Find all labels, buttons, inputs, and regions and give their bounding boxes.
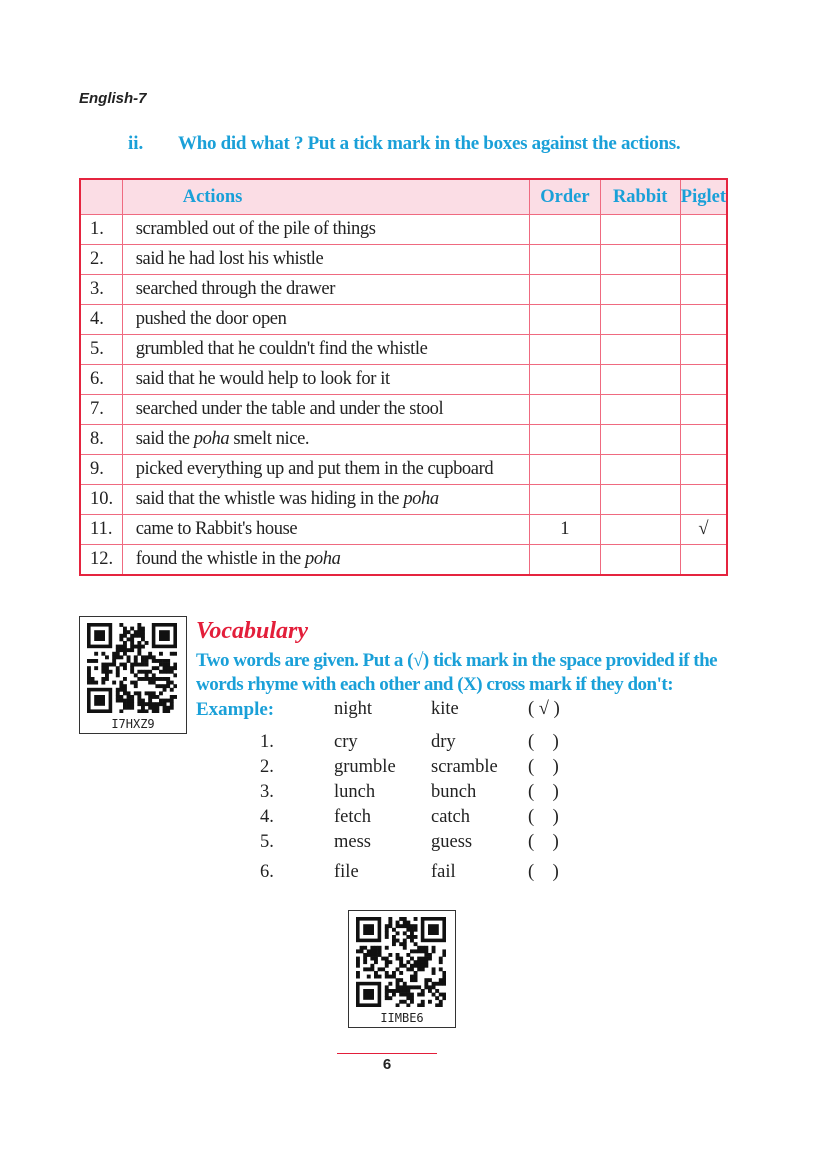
row-number: 10. xyxy=(80,485,122,515)
action-text: said that he would help to look for it xyxy=(135,369,390,389)
table-row xyxy=(80,335,727,365)
row-number: 9. xyxy=(80,455,122,485)
rabbit-cell[interactable] xyxy=(600,245,680,275)
row-number: 12. xyxy=(80,545,122,576)
action-text: grumbled that he couldn't find the whistle xyxy=(135,339,428,359)
vocabulary-instruction: Two words are given. Put a (√) tick mark in the space provided if the words rhyme with each other and (X) cross mark if they don't: xyxy=(196,650,718,695)
action-italic: poha xyxy=(403,489,439,509)
vocabulary-title: Vocabulary xyxy=(196,618,309,644)
order-cell[interactable] xyxy=(530,335,600,365)
qr-code-1[interactable] xyxy=(79,616,187,734)
rabbit-cell[interactable] xyxy=(600,305,680,335)
action-cell xyxy=(122,365,530,395)
vocab-item-n: 4. xyxy=(260,807,274,827)
question-text: Who did what ? Put a tick mark in the boxes against the actions. xyxy=(178,133,681,154)
action-cell xyxy=(122,305,530,335)
piglet-cell[interactable] xyxy=(680,425,727,455)
example-word-1: night xyxy=(334,699,373,719)
example-word-2: kite xyxy=(431,699,459,719)
row-number: 3. xyxy=(80,275,122,305)
order-cell[interactable] xyxy=(530,245,600,275)
action-text: pushed the door open xyxy=(135,309,287,329)
piglet-cell[interactable] xyxy=(680,305,727,335)
vocab-item-mark[interactable]: ( ) xyxy=(528,757,559,777)
order-cell[interactable] xyxy=(530,215,600,245)
rabbit-cell[interactable] xyxy=(600,365,680,395)
rabbit-cell[interactable] xyxy=(600,395,680,425)
vocab-item-n: 1. xyxy=(260,732,274,752)
vocab-item-n: 6. xyxy=(260,862,274,882)
piglet-cell[interactable] xyxy=(680,455,727,485)
row-number: 6. xyxy=(80,365,122,395)
vocab-item-n: 2. xyxy=(260,757,274,777)
vocab-item-w1: fetch xyxy=(334,807,371,827)
table-row xyxy=(80,425,727,455)
example-label: Example: xyxy=(196,699,275,720)
action-cell xyxy=(122,275,530,305)
row-number: 7. xyxy=(80,395,122,425)
actions-table xyxy=(79,178,728,576)
action-cell xyxy=(122,335,530,365)
vocab-item-w2: scramble xyxy=(431,757,498,777)
vocab-item-w2: guess xyxy=(431,832,473,852)
order-cell[interactable] xyxy=(530,395,600,425)
action-text: came to Rabbit's house xyxy=(135,519,298,539)
piglet-cell[interactable] xyxy=(680,545,727,576)
table-row xyxy=(80,305,727,335)
action-italic: poha xyxy=(193,429,230,449)
col-piglet: Piglet xyxy=(680,179,727,215)
table-row xyxy=(80,275,727,305)
order-cell[interactable] xyxy=(530,305,600,335)
action-text: searched through the drawer xyxy=(135,279,335,299)
action-cell xyxy=(122,245,530,275)
question-number: ii. xyxy=(128,133,144,154)
row-number: 1. xyxy=(80,215,122,245)
piglet-cell[interactable] xyxy=(680,335,727,365)
vocab-item-n: 5. xyxy=(260,832,274,852)
qr-code-2[interactable] xyxy=(348,910,456,1028)
rabbit-cell[interactable] xyxy=(600,455,680,485)
vocab-item-w2: dry xyxy=(431,732,456,752)
action-text: found the whistle in the xyxy=(135,549,306,569)
rabbit-cell[interactable] xyxy=(600,215,680,245)
action-cell xyxy=(122,425,530,455)
action-cell xyxy=(122,455,530,485)
action-cell xyxy=(122,515,530,545)
rabbit-cell[interactable] xyxy=(600,425,680,455)
col-order: Order xyxy=(530,179,600,215)
table-row xyxy=(80,545,727,576)
rabbit-cell[interactable] xyxy=(600,335,680,365)
table-row xyxy=(80,215,727,245)
qr-code-label: IIMBE6 xyxy=(380,1011,424,1025)
order-cell[interactable] xyxy=(530,455,600,485)
table-row xyxy=(80,485,727,515)
order-cell[interactable] xyxy=(530,545,600,576)
rabbit-cell[interactable] xyxy=(600,275,680,305)
piglet-cell[interactable] xyxy=(680,215,727,245)
piglet-cell[interactable] xyxy=(680,275,727,305)
rabbit-cell[interactable] xyxy=(600,515,680,545)
piglet-cell[interactable] xyxy=(680,365,727,395)
vocab-item-mark[interactable]: ( ) xyxy=(528,732,559,752)
vocab-item-mark[interactable]: ( ) xyxy=(528,862,559,882)
piglet-cell[interactable] xyxy=(680,395,727,425)
action-text: picked everything up and put them in the cupboard xyxy=(135,459,494,479)
vocab-item-w2: fail xyxy=(431,862,456,882)
vocab-item-w2: catch xyxy=(431,807,471,827)
action-text: said the xyxy=(135,429,194,449)
col-rabbit: Rabbit xyxy=(600,179,680,215)
order-cell[interactable]: 1 xyxy=(530,515,600,545)
row-number: 4. xyxy=(80,305,122,335)
table-row xyxy=(80,365,727,395)
order-cell[interactable] xyxy=(530,425,600,455)
col-actions: Actions xyxy=(122,179,530,215)
order-cell[interactable] xyxy=(530,365,600,395)
piglet-cell[interactable] xyxy=(680,245,727,275)
action-cell xyxy=(122,395,530,425)
table-row xyxy=(80,245,727,275)
action-text-end: smelt nice. xyxy=(229,429,310,449)
rabbit-cell[interactable] xyxy=(600,545,680,576)
row-number: 2. xyxy=(80,245,122,275)
action-cell xyxy=(122,215,530,245)
action-text: scrambled out of the pile of things xyxy=(135,219,376,239)
row-number: 5. xyxy=(80,335,122,365)
table-row xyxy=(80,455,727,485)
qr-code-label: I7HXZ9 xyxy=(111,717,155,731)
col-number xyxy=(80,179,122,215)
qr-code-icon xyxy=(356,917,446,1007)
action-text: said that the whistle was hiding in the xyxy=(135,489,404,509)
vocab-item-n: 3. xyxy=(260,782,274,802)
piglet-cell[interactable]: √ xyxy=(680,515,727,545)
action-text: said he had lost his whistle xyxy=(135,249,324,269)
table-header-row xyxy=(80,179,727,215)
order-cell[interactable] xyxy=(530,275,600,305)
table-row xyxy=(80,515,727,545)
order-cell[interactable] xyxy=(530,485,600,515)
table-row xyxy=(80,395,727,425)
vocab-item-mark[interactable]: ( ) xyxy=(528,782,559,802)
action-cell xyxy=(122,545,530,576)
qr-code-icon xyxy=(87,623,177,713)
vocab-item-w1: mess xyxy=(334,832,371,852)
action-text: searched under the table and under the stool xyxy=(135,399,444,419)
vocab-item-w1: file xyxy=(334,862,359,882)
vocab-item-w2: bunch xyxy=(431,782,477,802)
page-number: 6 xyxy=(337,1053,437,1073)
vocab-item-w1: grumble xyxy=(334,757,396,777)
vocab-item-w1: lunch xyxy=(334,782,376,802)
vocab-item-mark[interactable]: ( ) xyxy=(528,832,559,852)
vocab-item-mark[interactable]: ( ) xyxy=(528,807,559,827)
rabbit-cell[interactable] xyxy=(600,485,680,515)
piglet-cell[interactable] xyxy=(680,485,727,515)
example-mark: ( √ ) xyxy=(528,699,560,719)
vocab-item-w1: cry xyxy=(334,732,358,752)
row-number: 11. xyxy=(80,515,122,545)
action-cell xyxy=(122,485,530,515)
row-number: 8. xyxy=(80,425,122,455)
action-italic: poha xyxy=(305,549,341,569)
book-header: English-7 xyxy=(79,90,147,107)
